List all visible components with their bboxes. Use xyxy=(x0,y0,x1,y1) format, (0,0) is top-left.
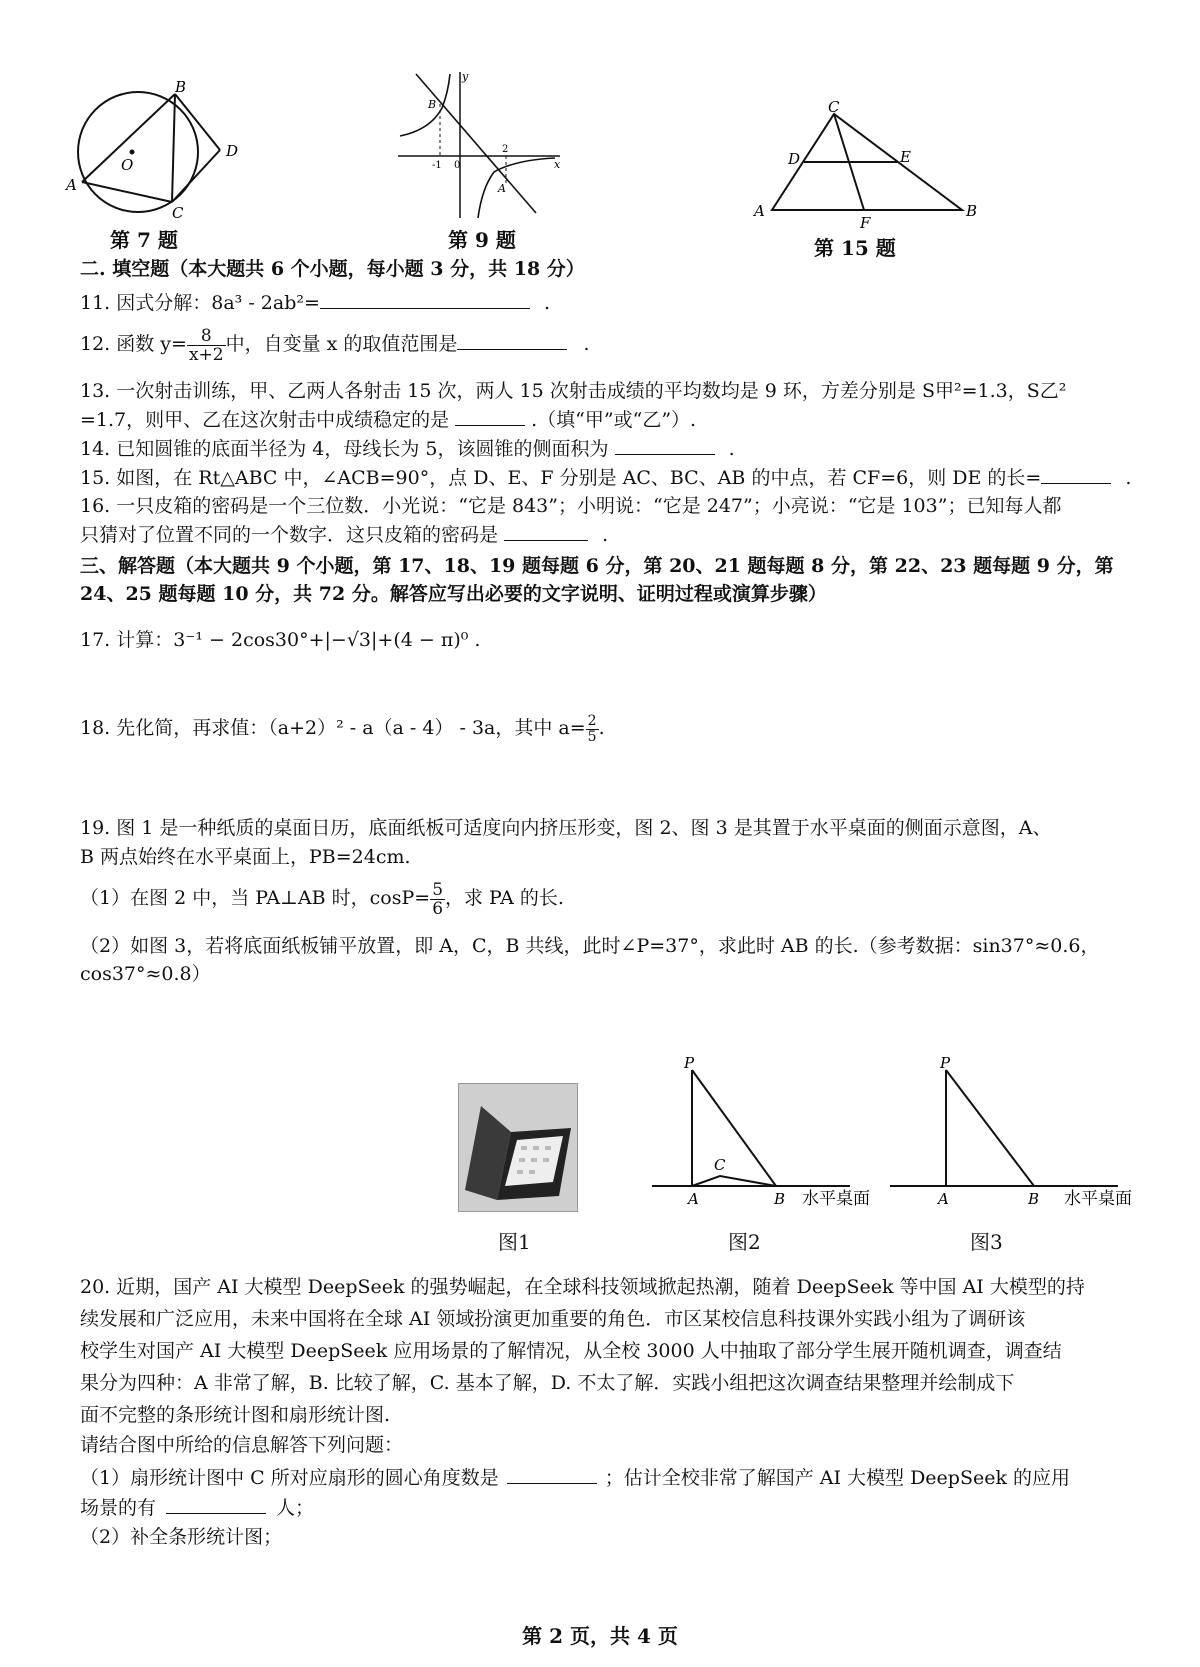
page-footer: 第 2 页，共 4 页 xyxy=(522,1624,678,1648)
q20-part2: （2）补全条形统计图； xyxy=(80,1526,283,1548)
q20-p1d: 人； xyxy=(276,1497,315,1519)
figure-q7 xyxy=(60,80,260,230)
label-a: A xyxy=(66,176,77,194)
q19-p1-post: ，求 PA 的长. xyxy=(445,887,564,909)
section-3-heading-line1: 三、解答题（本大题共 9 个小题，第 17、18、19 题每题 6 分，第 20、21 题每题 8 分，第 22、23 题每题 9 分，第 xyxy=(80,555,1114,577)
label-b: B xyxy=(175,80,187,96)
q20-line1: 20. 近期，国产 AI 大模型 DeepSeek 的强势崛起，在全球科技领域掀起热潮，随着 DeepSeek 等中国 AI 大模型的持 xyxy=(80,1276,1085,1298)
q14-answer-blank[interactable] xyxy=(615,434,715,455)
q12-end: . xyxy=(583,333,590,355)
question-13-line2 xyxy=(80,405,1140,434)
q20-angle-blank[interactable] xyxy=(507,1463,597,1484)
q13-line1: 13. 一次射击训练，甲、乙两人各射击 15 次，两人 15 次射击成绩的平均数均是 9 环，方差分别是 S甲²=1.3，S乙² xyxy=(80,380,1067,402)
q19-p2-line2: cos37°≈0.8） xyxy=(80,963,211,985)
caption-fig1: 图1 xyxy=(498,1230,531,1254)
label-e: E xyxy=(900,148,911,166)
q16-answer-blank[interactable] xyxy=(504,520,588,541)
label-neg1: -1 xyxy=(432,160,442,171)
label-f: F xyxy=(860,214,871,232)
q18-fraction: $\frac{2}{5}$ xyxy=(587,712,597,745)
calendar-photo xyxy=(458,1083,578,1212)
section-3-heading-line2: 24、25 题每题 10 分，共 72 分。解答应写出必要的文字说明、证明过程或演算步骤） xyxy=(80,583,827,605)
q14-end: . xyxy=(728,438,735,460)
label-a: A xyxy=(754,202,765,220)
q20-line4: 果分为四种：A 非常了解，B. 比较了解，C. 基本了解，D. 不太了解．实践小组把这次调查结果整理并绘制成下 xyxy=(80,1372,1015,1394)
question-11 xyxy=(80,288,1140,317)
q19-line1: 19. 图 1 是一种纸质的桌面日历，底面纸板可适度向内挤压形变，图 2、图 3 是其置于水平桌面的侧面示意图，A、 xyxy=(80,817,1052,839)
q11-text: 11. 因式分解：8a³ - 2ab²= xyxy=(80,292,320,314)
desk-label: 水平桌面 xyxy=(1064,1189,1132,1209)
question-12 xyxy=(80,322,1140,366)
label-d: D xyxy=(788,150,801,168)
question-14 xyxy=(80,434,1140,463)
label-b: B xyxy=(1028,1190,1040,1208)
q20-line2: 续发展和广泛应用，未来中国将在全球 AI 领域扮演更加重要的角色．市区某校信息科技课外实践小组为了调研该 xyxy=(80,1308,1026,1330)
caption-q15: 第 15 题 xyxy=(814,236,896,260)
q20-part1 xyxy=(80,1463,1140,1492)
q11-answer-blank[interactable] xyxy=(320,288,530,309)
q12-fraction: $\frac{8}{x+2}$ xyxy=(188,325,224,365)
q16-line1: 16. 一只皮箱的密码是一个三位数．小光说：“它是 843”；小明说：“它是 247”；小亮说：“它是 103”；已知每人都 xyxy=(80,495,1062,517)
q19-line2: B 两点始终在水平桌面上，PB=24cm. xyxy=(80,846,411,868)
q16-end: . xyxy=(602,524,609,546)
q13-line2b: .（填“甲”或“乙”）. xyxy=(531,409,697,431)
q19-p1-pre: （1）在图 2 中，当 PA⊥AB 时，cosP= xyxy=(80,887,431,909)
caption-fig3: 图3 xyxy=(970,1230,1003,1254)
figure-3 xyxy=(888,1054,1188,1214)
q20-p1a: （1）扇形统计图中 C 所对应扇形的圆心角度数是 xyxy=(80,1467,499,1489)
label-b: B xyxy=(428,98,437,111)
label-b: B xyxy=(966,202,978,220)
section-2-heading: 二. 填空题（本大题共 6 个小题，每小题 3 分，共 18 分） xyxy=(80,258,585,280)
label-zero: 0 xyxy=(454,160,461,171)
label-two: 2 xyxy=(502,144,509,155)
caption-q7: 第 7 题 xyxy=(110,228,178,252)
figure-2 xyxy=(650,1054,910,1214)
figure-q15 xyxy=(740,96,980,236)
q16-line2: 只猜对了位置不同的一个数字．这只皮箱的密码是 xyxy=(80,524,499,546)
question-15 xyxy=(80,463,1140,492)
q13-answer-blank[interactable] xyxy=(455,405,525,426)
q15-answer-blank[interactable] xyxy=(1041,463,1111,484)
label-p: P xyxy=(940,1054,951,1072)
label-a: A xyxy=(498,182,506,195)
q20-p1b: ；估计全校非常了解国产 AI 大模型 DeepSeek 的应用 xyxy=(604,1467,1071,1489)
q12-answer-blank[interactable] xyxy=(457,329,567,350)
q20-line3: 校学生对国产 AI 大模型 DeepSeek 应用场景的了解情况，从全校 3000 人中抽取了部分学生展开随机调查，调查结 xyxy=(80,1340,1062,1362)
q20-part1-cont xyxy=(80,1493,1140,1522)
label-o: O xyxy=(121,156,134,174)
label-x: x xyxy=(554,158,561,171)
q20-p1c: 场景的有 xyxy=(80,1497,157,1519)
q20-line5: 面不完整的条形统计图和扇形统计图. xyxy=(80,1404,391,1426)
q19-p2-line1: （2）如图 3，若将底面纸板铺平放置，即 A，C，B 共线，此时∠P=37°，求此时 AB 的长.（参考数据：sin37°≈0.6， xyxy=(80,935,1100,957)
caption-q9: 第 9 题 xyxy=(448,228,516,252)
desk-label: 水平桌面 xyxy=(802,1189,870,1209)
label-c: C xyxy=(172,204,184,222)
q12-pre: 12. 函数 y= xyxy=(80,333,187,355)
q13-line2a: =1.7，则甲、乙在这次射击中成绩稳定的是 xyxy=(80,409,450,431)
label-p: P xyxy=(684,1054,695,1072)
q20-line6: 请结合图中所给的信息解答下列问题： xyxy=(80,1434,404,1456)
question-18 xyxy=(80,706,1140,750)
q12-post: 中，自变量 x 的取值范围是 xyxy=(225,333,458,355)
label-a: A xyxy=(688,1190,699,1208)
q15-text: 15. 如图，在 Rt△ABC 中，∠ACB=90°，点 D、E、F 分别是 AC、BC、AB 的中点，若 CF=6，则 DE 的长= xyxy=(80,467,1042,489)
q19-fraction: $\frac{5}{6}$ xyxy=(432,879,444,919)
figure-q9 xyxy=(390,68,570,228)
label-a: A xyxy=(938,1190,949,1208)
caption-fig2: 图2 xyxy=(728,1230,761,1254)
q18-pre: 18. 先化简，再求值：（a+2）² - a（a - 4） - 3a，其中 a= xyxy=(80,717,586,739)
question-17: 17. 计算：3⁻¹ − 2cos30°+|−√3|+(4 − π)⁰ . xyxy=(80,629,481,651)
q11-end: . xyxy=(543,292,550,314)
label-b: B xyxy=(774,1190,786,1208)
q19-part1 xyxy=(80,876,1140,920)
label-c: C xyxy=(828,98,840,116)
q14-text: 14. 已知圆锥的底面半径为 4，母线长为 5，该圆锥的侧面积为 xyxy=(80,438,609,460)
q20-count-blank[interactable] xyxy=(166,1493,266,1514)
label-y: y xyxy=(462,70,469,83)
q18-end: . xyxy=(598,717,605,739)
question-16-line2 xyxy=(80,520,1140,549)
q15-end: . xyxy=(1125,467,1132,489)
label-c: C xyxy=(714,1156,726,1174)
label-d: D xyxy=(226,142,239,160)
